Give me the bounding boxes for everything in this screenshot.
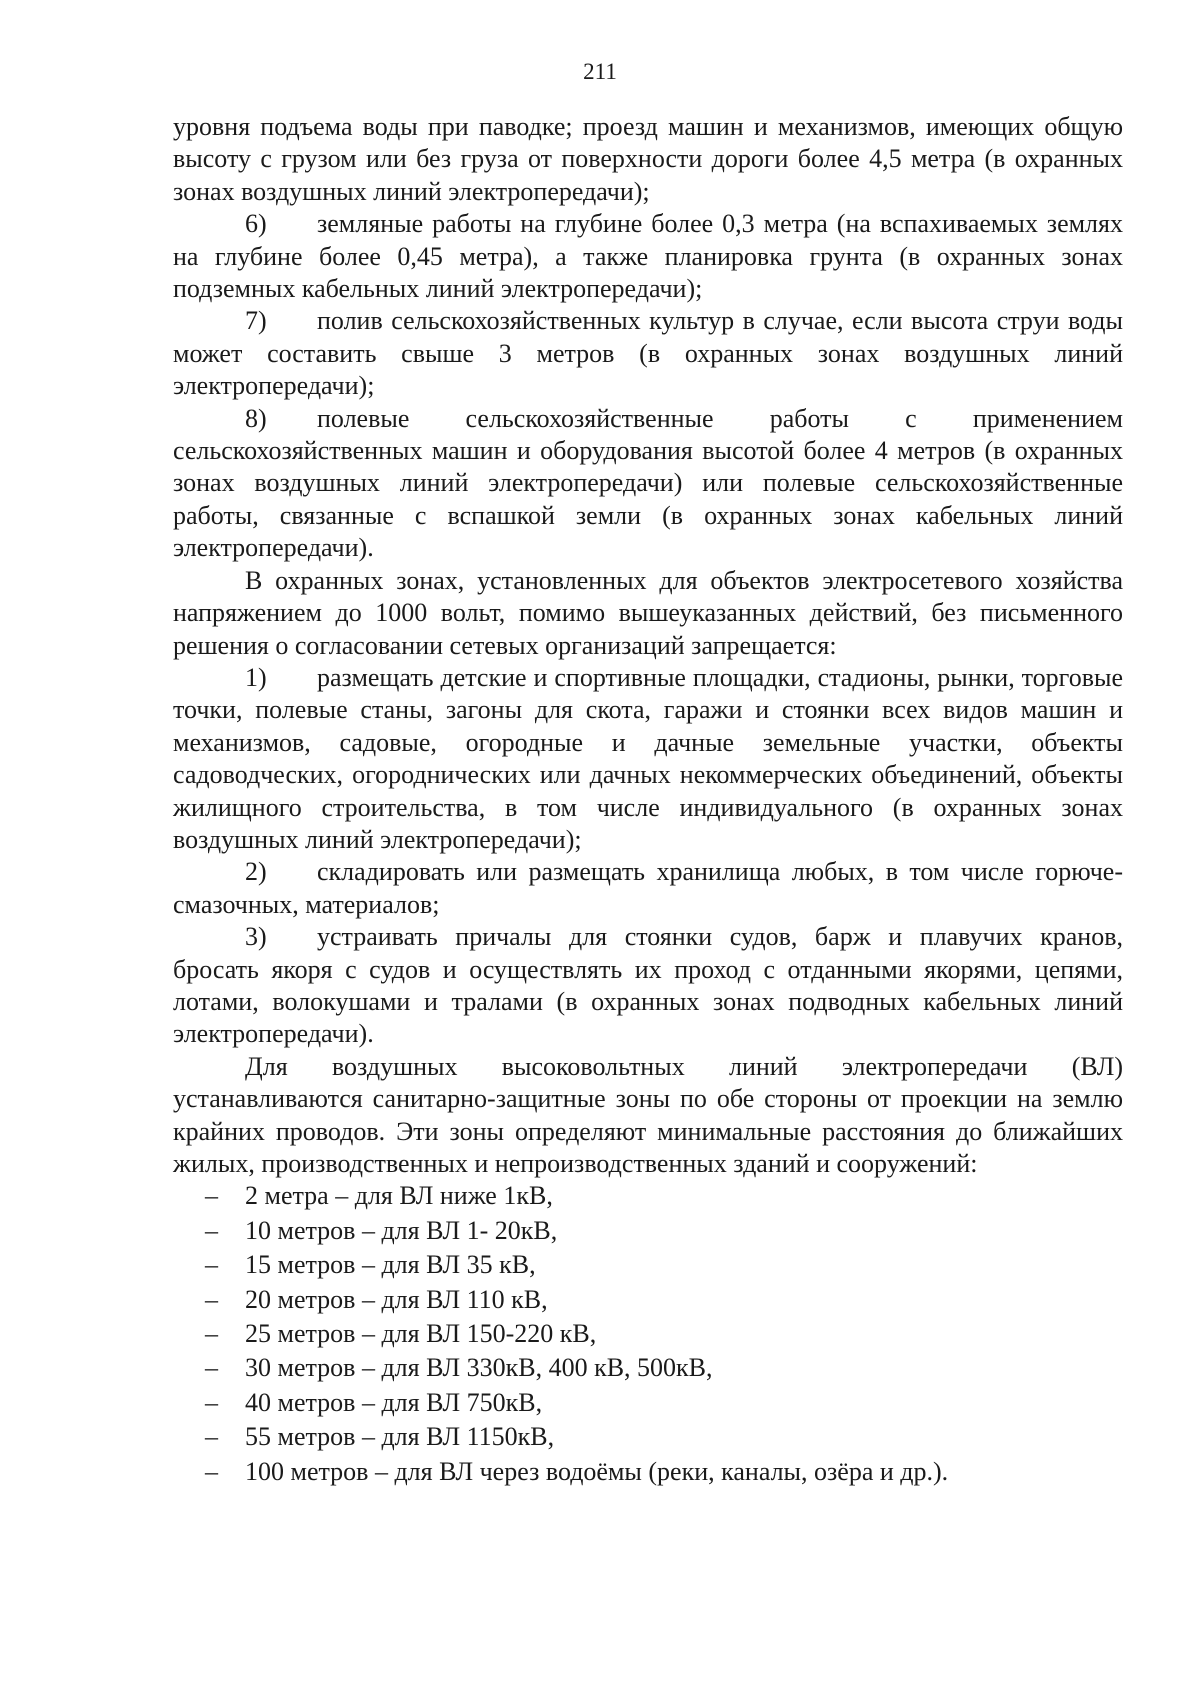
list-bullet: – xyxy=(205,1215,218,1245)
paragraph-restrictions-intro: В охранных зонах, установленных для объектов электросетевого хозяйства напряжением до 1000 вольт, помимо вышеуказанных действий, без письменного решения о согласовании сетевых организаций запрещается: xyxy=(173,565,1123,660)
page-number: 211 xyxy=(583,59,617,84)
numbered-item-1 xyxy=(173,662,1123,856)
numbered-item-3 xyxy=(173,921,1123,1051)
item-number: 6) xyxy=(245,209,267,239)
item-text: складировать или размещать хранилища любых, в том числе горюче-смазочных, материалов; xyxy=(173,857,1123,919)
list-item xyxy=(173,1249,1123,1283)
distance-list xyxy=(173,1180,1123,1490)
item-text: полевые сельскохозяйственные работы с применением сельскохозяйственных машин и оборудования высотой более 4 метров (в охранных зонах воздушных линий электропередачи) или полевые сельскохозяйственные работы, связанные с вспашкой земли (в охранных зонах кабельных линий электропередачи). xyxy=(173,403,1123,563)
list-item xyxy=(173,1456,1123,1490)
item-text: устраивать причалы для стоянки судов, барж и плавучих кранов, бросать якоря с судов и осуществлять их проход с отданными якорями, цепями, лотами, волокушами и тралами (в охранных зонах подводных кабельных линий электропередачи). xyxy=(173,922,1123,1049)
list-item-text: 40 метров – для ВЛ 750кВ, xyxy=(245,1387,543,1417)
list-item-text: 55 метров – для ВЛ 1150кВ, xyxy=(245,1422,555,1452)
list-item xyxy=(173,1318,1123,1352)
item-text: земляные работы на глубине более 0,3 метра (на вспахиваемых землях на глубине более 0,45 метра), а также планировка грунта (в охранных зонах подземных кабельных линий электропередачи); xyxy=(173,209,1123,304)
numbered-item-8 xyxy=(173,403,1123,565)
list-bullet: – xyxy=(205,1353,218,1383)
list-bullet: – xyxy=(205,1181,218,1211)
item-number: 3) xyxy=(245,922,267,952)
item-number: 7) xyxy=(245,306,267,336)
item-number: 8) xyxy=(245,403,267,433)
list-item-text: 10 метров – для ВЛ 1- 20кВ, xyxy=(245,1215,558,1245)
list-item xyxy=(173,1180,1123,1214)
list-bullet: – xyxy=(205,1250,218,1280)
numbered-item-2 xyxy=(173,856,1123,921)
paragraph-sanitary-zones: Для воздушных высоковольтных линий электропередачи (ВЛ) устанавливаются санитарно-защитные зоны по обе стороны от проекции на землю крайних проводов. Эти зоны определяют минимальные расстояния до ближайших жилых, производственных и непроизводственных зданий и сооружений: xyxy=(173,1051,1123,1178)
list-bullet: – xyxy=(205,1387,218,1417)
list-bullet: – xyxy=(205,1318,218,1348)
paragraph-continuation: уровня подъема воды при паводке; проезд машин и механизмов, имеющих общую высоту с грузом или без груза от поверхности дороги более 4,5 метра (в охранных зонах воздушных линий электропередачи); xyxy=(173,112,1123,206)
list-item xyxy=(173,1215,1123,1249)
numbered-item-6 xyxy=(173,208,1123,305)
list-item-text: 30 метров – для ВЛ 330кВ, 400 кВ, 500кВ, xyxy=(245,1353,713,1383)
list-item-text: 100 метров – для ВЛ через водоёмы (реки, каналы, озёра и др.). xyxy=(245,1456,949,1486)
item-text: полив сельскохозяйственных культур в случае, если высота струи воды может составить свыше 3 метров (в охранных зонах воздушных линий электропередачи); xyxy=(173,306,1123,401)
list-item xyxy=(173,1284,1123,1318)
list-bullet: – xyxy=(205,1422,218,1452)
numbered-item-7 xyxy=(173,305,1123,402)
list-bullet: – xyxy=(205,1284,218,1314)
list-item xyxy=(173,1387,1123,1421)
item-number: 1) xyxy=(245,662,267,692)
item-text: размещать детские и спортивные площадки, стадионы, рынки, торговые точки, полевые станы, загоны для скота, гаражи и стоянки всех видов машин и механизмов, садовые, огородные и дачные земельные участки, объекты садоводческих, огороднических или дачных некоммерческих объединений, объекты жилищного строительства, в том числе индивидуального (в охранных зонах воздушных линий электропередачи); xyxy=(173,662,1123,854)
list-item-text: 25 метров – для ВЛ 150-220 кВ, xyxy=(245,1318,597,1348)
item-number: 2) xyxy=(245,857,267,887)
list-bullet: – xyxy=(205,1456,218,1486)
list-item-text: 20 метров – для ВЛ 110 кВ, xyxy=(245,1284,548,1314)
list-item xyxy=(173,1352,1123,1386)
page-content xyxy=(173,111,1123,1490)
list-item xyxy=(173,1421,1123,1455)
list-item-text: 15 метров – для ВЛ 35 кВ, xyxy=(245,1250,536,1280)
list-item-text: 2 метра – для ВЛ ниже 1кВ, xyxy=(245,1181,553,1211)
